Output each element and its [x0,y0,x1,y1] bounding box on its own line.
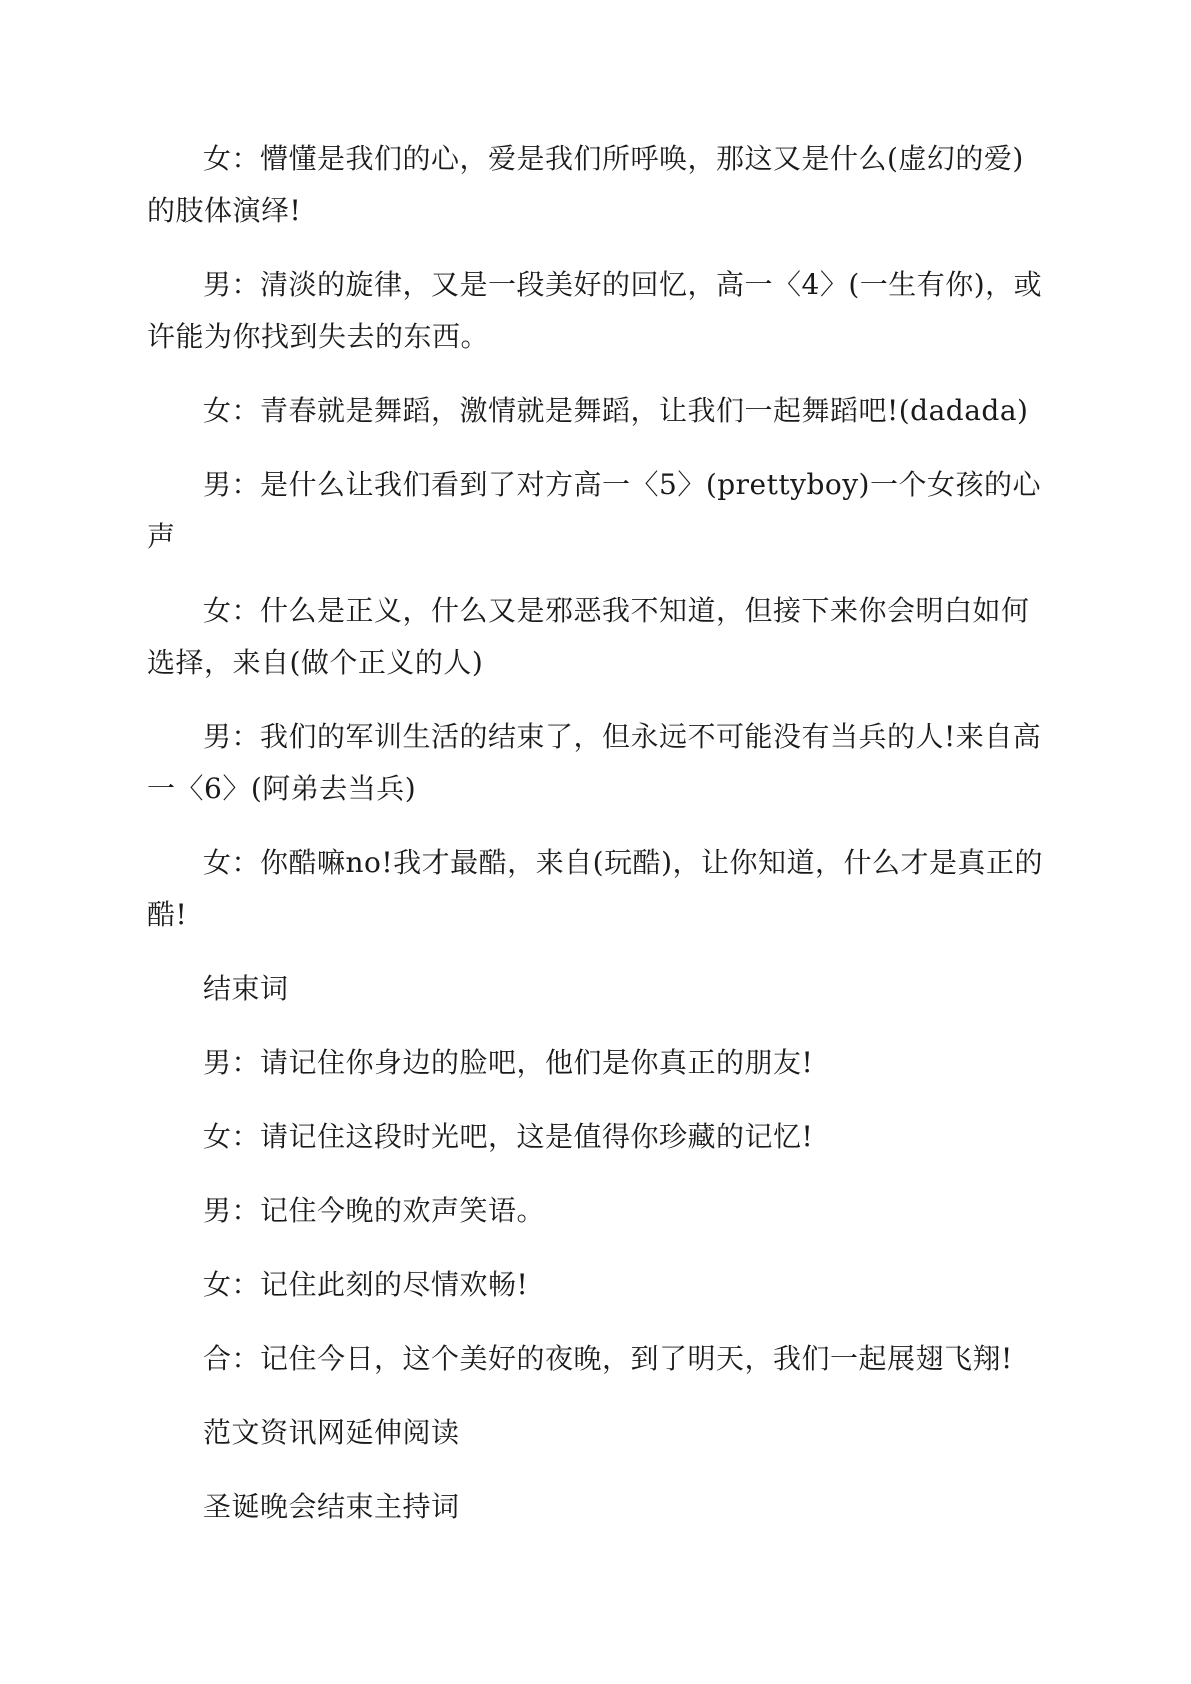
section-heading-ending: 结束词 [203,972,289,1005]
paragraph-2: 男：清淡的旋律，又是一段美好的回忆，高一〈4〉(一生有你)，或许能为你找到失去的东西。 [147,268,1043,353]
paragraph-3: 女：青春就是舞蹈，激情就是舞蹈，让我们一起舞蹈吧!(dadada) [203,394,1029,427]
paragraph-6: 男：我们的军训生活的结束了，但永远不可能没有当兵的人!来自高一〈6〉(阿弟去当兵) [147,720,1042,805]
paragraph-10: 男：记住今晚的欢声笑语。 [203,1194,546,1227]
related-title: 圣诞晚会结束主持词 [203,1490,460,1523]
paragraph-9: 女：请记住这段时光吧，这是值得你珍藏的记忆! [203,1120,814,1153]
document-body [147,133,1047,1555]
paragraph-12: 合：记住今日，这个美好的夜晚，到了明天，我们一起展翅飞翔! [203,1342,1013,1375]
paragraph-5: 女：什么是正义，什么又是邪恶我不知道，但接下来你会明白如何选择，来自(做个正义的人) [147,594,1030,679]
extended-reading-label: 范文资讯网延伸阅读 [203,1416,460,1449]
paragraph-11: 女：记住此刻的尽情欢畅! [203,1268,529,1301]
paragraph-8: 男：请记住你身边的脸吧，他们是你真正的朋友! [203,1046,814,1079]
paragraph-7: 女：你酷嘛no!我才最酷，来自(玩酷)，让你知道，什么才是真正的酷! [147,846,1043,931]
paragraph-1: 女：懵懂是我们的心，爱是我们所呼唤，那这又是什么(虚幻的爱)的肢体演绎! [147,142,1024,227]
paragraph-4: 男：是什么让我们看到了对方高一〈5〉(prettyboy)一个女孩的心声 [147,468,1041,553]
